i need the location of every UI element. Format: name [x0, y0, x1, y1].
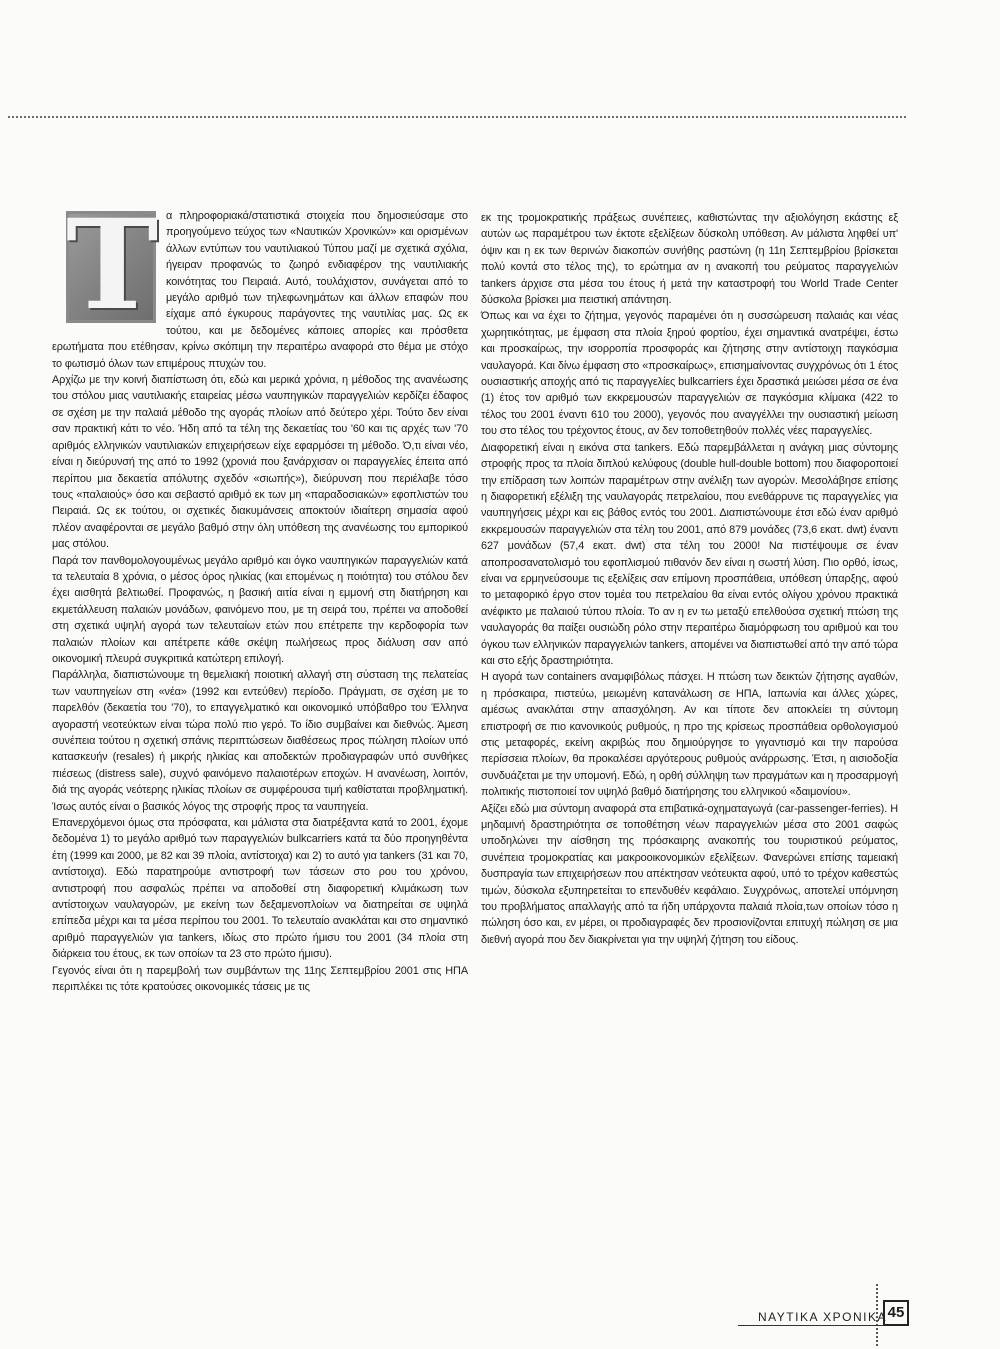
article-column-right: [481, 210, 898, 948]
magazine-name: ΝΑΥΤΙΚΑ ΧΡΟΝΙΚΑ: [758, 1310, 887, 1324]
page-number: 45: [883, 1300, 909, 1326]
paragraph: Γεγονός είναι ότι η παρεμβολή των συμβάντων της 11ης Σεπτεμβρίου 2001 στις ΗΠΑ περιπλέκει τις τότε κρατούσες οικονομικές τάσεις με τις: [52, 964, 468, 994]
paragraph: Όπως και να έχει το ζήτημα, γεγονός παραμένει ότι η συσσώρευση παλαιάς και νέας χωρητικότητας, με έμφαση στα πλοία ξηρού φορτίου, έχει σημαντικά ανατρέψει, έστω και προσκαίρως, την ισορροπία προσφοράς και ζήτησης στην αντίστοιχη παγκόσμια ναυλαγορά. Και δίνω έμφαση στο «προσκαίρως», επισημαίνοντας συγχρόνως ότι 1 έτος ουσιαστικής αποχής από τις παραγγελίες bulkcarriers έχει δραστικά μειώσει μέσα σε ένα (1) έτος τον αριθμό των εκκρεμουσών παραγγελιών σε παγκόσμια κλίμακα (422 το τέλος του 2001 έναντι 610 του 2000), γεγονός που αναγγέλλει την ουσιαστική μείωση του στο τέλος του τρέχοντος έτους, αν δεν τοποθετηθούν πολλές νέες παραγγελίες.: [481, 310, 898, 438]
paragraph: Παρά τον πανθομολογουμένως μεγάλο αριθμό και όγκο ναυπηγικών παραγγελιών κατά τα τελευταία 8 χρόνια, ο μέσος όρος ηλικίας (και επομένως η ποιότητα) του στόλου δεν έχει αισθητά βελτιωθεί. Προφανώς, η βασική αιτία είναι η εμμονή στη διατήρηση και εκμετάλλευση παλαιών μονάδων, φαινόμενο που, με τη σειρά του, πρέπει να αποδοθεί στη σχετικά υψηλή αγορά των τελευταίων ετών που επέτρεπε την κερδοφορία των παλαιών πλοίων και απέτρεπε κάθε σκέψη πωλήσεως προς διάλυση σαν από οικονομική πλευρά συγκριτικά κατώτερη επιλογή.: [52, 554, 468, 665]
top-dotted-rule: [8, 116, 906, 118]
paragraph: Διαφορετική είναι η εικόνα στα tankers. Εδώ παρεμβάλλεται η ανάγκη μιας σύντομης στροφής προς τα πλοία διπλού κελύφους (double hull-double bottom) που διαφοροποιεί την επίδραση των λοιπών παραμέτρων στην ανέλιξη των αγορών. Μεσολάβησε επίσης η διαφορετική εξέλιξη της ναυλαγοράς πετρελαίου, που ενεθάρρυνε τις παραγγελίες για ναυπηγήσεις μέχρι και εις βάθος εντός του 2001. Διαπιστώνουμε έτσι εδώ έναν αριθμό εκκρεμουσών παραγγελιών στα τέλη του 2001, από 879 μονάδες (73,6 εκατ. dwt) έναντι 627 μονάδων (57,4 εκατ. dwt) στα τέλη του 2000! Να πιστέψουμε σε έναν αποπροσανατολισμό του εφοπλισμού πιθανόν δεν είναι η σωστή λύση. Πιο ορθό, ίσως, είναι να ερμηνεύσουμε τις εξελίξεις σαν επίμονη προσπάθεια, υπόθεση ύπαρξης, αφού το μεταφορικό έργο στον τομέα του πετρελαίου θα είναι εντός ολίγου χρόνου πρακτικά ανέφικτο με παλαιού τύπου πλοία. Το αν η εν τω μεταξύ επελθούσα σχετική πτώση της ναυλαγοράς θα παίξει ουσιώδη ρόλο στην περαιτέρω διαμόρφωση του αριθμού και του όγκου των ελληνικών παραγγελιών tankers, απομένει να διαπιστωθεί από την από τώρα και στο εξής δραστηριότητα.: [481, 441, 898, 667]
paragraph: Παράλληλα, διαπιστώνουμε τη θεμελιακή ποιοτική αλλαγή στη σύσταση της πελατείας των ναυπηγείων στη «νέα» (1992 και εντεύθεν) περίοδο. Πράγματι, σε σχέση με το παρελθόν (δεκαετία του '70), το επαγγελματικό και οικονομικό υπόβαθρο του Έλληνα αγοραστή νεοτεύκτων είναι τώρα πολύ πιο γερό. Το ίδιο συμβαίνει και διεθνώς. Άμεση συνέπεια τούτου η σχετική σπάνις περιπτώσεων διαθέσεως προς πώληση πλοίων υπό κατασκευήν (resales) ή μικρής ηλικίας και αποδεκτών προδιαγραφών υπό συνθήκες πιέσεως (distress sale), συχνό φαινόμενο παλαιοτέρων εποχών. Η ανανέωση, λοιπόν, διά της αγοράς νεότερης ηλικίας πλοίων σε συμφέρουσα τιμή καθίσταται προβληματική. Ίσως αυτός είναι ο βασικός λόγος της στροφής προς τα ναυπηγεία.: [52, 669, 468, 813]
drop-cap: [66, 193, 159, 338]
paragraph: Αρχίζω με την κοινή διαπίστωση ότι, εδώ και μερικά χρόνια, η μέθοδος της ανανέωσης του στόλου μιας ναυτιλιακής εταιρείας μέσω ναυπηγικών παραγγελιών κερδίζει έδαφος σε σχέση με την παλαιά μέθοδο της αγοράς πλοίων από δεύτερο χέρι. Τούτο δεν είναι σαν πρακτική κάτι το νέο. Ήδη από τα τέλη της δεκαετίας του '60 και τις αρχές των '70 αριθμός ελληνικών ναυτιλιακών επιχειρήσεων είχε εφαρμόσει τη μέθοδο. Ό,τι είναι νέο, είναι η διεύρυνσή της από το 1992 (χρονιά που ξανάρχισαν οι παραγγελίες έπειτα από περίπου μια δεκαετία απόλυτης σχεδόν «σιωπής»), διεύρυνση που περιέλαβε τόσο τους «παλαιούς» όσο και σεβαστό αριθμό εκ των μη «παραδοσιακών» εφοπλιστών του Πειραιά. Ως εκ τούτου, οι σχετικές διακυμάνσεις αποκτούν ιδιαίτερη σημασία αφού πλέον αναφέρονται σε μεγάλο βαθμό στην όλη υπόθεση της ανανέωσης του εμπορικού μας στόλου.: [52, 374, 468, 551]
drop-cap-letter: Τ: [66, 193, 159, 338]
paragraph: εκ της τρομοκρατικής πράξεως συνέπειες, καθιστώντας την αξιολόγηση εκάστης εξ αυτών ως παραμέτρου των έκτοτε εξελίξεων δύσκολη υπόθεση. Αν μάλιστα ληφθεί υπ' όψιν και η εκ των θερινών διακοπών συνήθης ραστώνη (η 11η Σεπτεμβρίου βρίσκεται πολύ κοντά στο τέλος της), το ερώτημα αν η ανακοπή του ρεύματος παραγγελιών tankers άρχισε στα μέσα του έτους ή μετά την καταστροφή του World Trade Center δύσκολα βρίσκει μια πειστική απάντηση.: [481, 212, 898, 307]
paragraph: Η αγορά των containers αναμφιβόλως πάσχει. Η πτώση των δεικτών ζήτησης αγαθών, η πρόσκαιρα, πιστεύω, μειωμένη κατανάλωση σε ΗΠΑ, Ιαπωνία και άλλες χώρες, αμέσως ανακλάται στην απασχόληση. Αν και τίποτε δεν αποκλείει τη σύντομη επιστροφή σε πιο κανονικούς ρυθμούς, η προ της κρίσεως προσπάθεια ορθολογισμού στις μεταφορές, εκείνη ακριβώς που δημιούργησε το γιγαντισμό και την παρούσα περίσσεια πλοίων, θα προκαλέσει αργότερους ρυθμούς ανάρρωσης. Έτσι, η αισιοδοξία συνδυάζεται με την υπομονή. Εδώ, η ορθή σύλληψη των πραγμάτων και η προσαρμογή πολιτικής πιστοποιεί τον υψηλό βαθμό διατήρησης του ελληνικού «δαιμονίου».: [481, 671, 898, 799]
paragraph: α πληροφοριακά/στατιστικά στοιχεία που δημοσιεύσαμε στο προηγούμενο τεύχος των «Ναυτικών Χρονικών» και ορισμένων άλλων εντύπων του ναυτιλιακού Τύπου μαζί με σχετικά σχόλια, ήγειραν προφανώς το ζωηρό ενδιαφέρον της ναυτιλιακής κοινότητας του Πειραιά. Αυτό, τουλάχιστον, συνάγεται από το μεγάλο αριθμό των τηλεφωνημάτων και άλλων επαφών που είχαμε από έγκυρους παράγοντες της ναυτιλίας μας. Ως εκ τούτου, και με δεδομένες κάποιες απορίες και πρόσθετα ερωτήματα που ετέθησαν, κρίνω σκόπιμη την περαιτέρω αναφορά στο θέμα με στόχο το φωτισμό όλων των επιμέρους πτυχών του.: [52, 210, 468, 370]
article-column-left: [52, 193, 468, 996]
paragraph: Αξίζει εδώ μια σύντομη αναφορά στα επιβατικά-οχηματαγωγά (car-passenger-ferries). Η μηδαμινή δραστηριότητα σε τοποθέτηση νέων παραγγελιών μέσα στο 2001 σαφώς υποδηλώνει την αίσθηση της πρόσκαιρης ανακοπής του τουριστικού ρεύματος, συνέπεια τρομοκρατίας και μακροοικονομικών εξελίξεων. Φανερώνει επίσης ταμειακή δυσπραγία των επιχειρήσεων που απέκτησαν νεότευκτα αφού, υπό το τρέχον καθεστώς τιμών, δύσκολα εξυπηρετείται το επενδυθέν κεφάλαιο. Συγχρόνως, αποτελεί υπόμνηση του προβλήματος απαλλαγής από τα ήδη υπάρχοντα παλαιά πλοία,των οποίων τόσο η πώληση όσο και, εν μέρει, οι προδιαγραφές δεν προσιονίζονται επιτυχή πώληση σε μια διεθνή αγορά που δεν διακρίνεται για την υψηλή ζήτηση του είδους.: [481, 802, 898, 946]
footer-rule: [738, 1325, 898, 1326]
paragraph: Επανερχόμενοι όμως στα πρόσφατα, και μάλιστα στα διατρέξαντα κατά το 2001, έχομε δεδομένα 1) το μεγάλο αριθμό των παραγγελιών bulkcarriers κατά τα δύο προηγηθέντα έτη (1999 και 2000, με 82 και 39 πλοία, αντίστοιχα) και 2) το αυτό για tankers (31 και 70, αντίστοιχα). Εδώ παρατηρούμε αντιστροφή των τάσεων στο ρου του χρόνου, αντιστροφή που ασφαλώς πρέπει να αποδοθεί στη διαφορετική κλιμάκωση των αντίστοιχων ναυλαγορών, με εκείνη των δεξαμενοπλοίων να διατηρείται σε υψηλά επίπεδα μέχρι και τα μέσα περίπου του 2001. Το τελευταίο ανακλάται και στο σημαντικό αριθμό παραγγελιών για tankers, ιδίως στο πρώτο ήμισυ του 2001 (34 πλοία στη διάρκεια του έτους, εκ των οποίων τα 23 στο πρώτο ήμισυ).: [52, 817, 468, 961]
